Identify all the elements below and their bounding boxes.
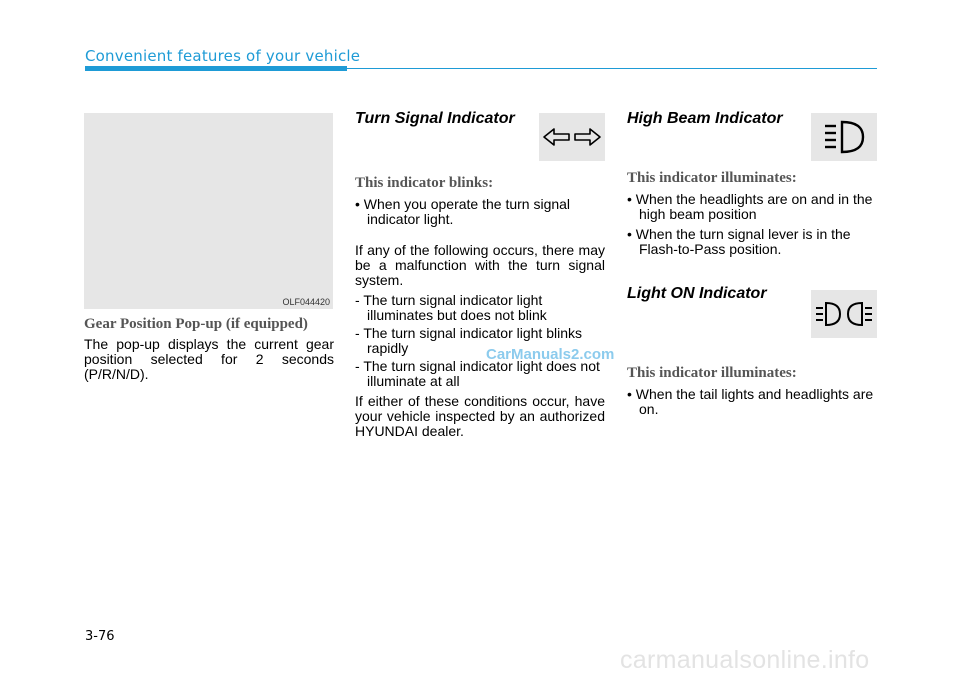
high-beam-icon-box xyxy=(811,113,877,161)
page-number: 3-76 xyxy=(85,629,115,644)
high-beam-icon xyxy=(819,117,869,157)
high-beam-subheading: This indicator illuminates: xyxy=(627,170,797,186)
high-beam-bullet-text: When the turn signal lever is in the Flash-to-Pass position. xyxy=(635,226,851,257)
turn-signal-outro: If either of these conditions occur, have your vehicle inspected by an authorized HYUNDAI dealer. xyxy=(355,393,605,439)
light-on-icon-box xyxy=(811,290,877,338)
high-beam-bullet: • When the turn signal lever is in the Flash-to-Pass position. xyxy=(627,226,851,257)
tail-light-icon xyxy=(813,299,875,329)
high-beam-section xyxy=(627,171,879,257)
turn-signal-icon-box xyxy=(539,113,605,161)
gear-popup-image-placeholder xyxy=(84,113,333,309)
dash-item: - The turn signal indicator light illuminates but does not blink xyxy=(355,292,547,323)
light-on-title: Light ON Indicator xyxy=(627,285,767,302)
high-beam-title: High Beam Indicator xyxy=(627,110,783,127)
dash-item-text: The turn signal indicator light does not illuminate at all xyxy=(363,358,600,389)
dash-item: - The turn signal indicator light does not illuminate at all xyxy=(355,358,600,389)
high-beam-bullet-text: When the headlights are on and in the high beam position xyxy=(635,191,873,222)
dash-item-text: The turn signal indicator light blinks rapidly xyxy=(363,325,582,356)
section-title: Convenient features of your vehicle xyxy=(85,47,361,65)
site-watermark: CarManuals2.com xyxy=(486,346,615,363)
high-beam-bullet: • When the headlights are on and in the high beam position xyxy=(627,191,873,222)
header-rule-thin xyxy=(347,68,877,69)
light-on-bullet: • When the tail lights and headlights are on. xyxy=(627,386,874,417)
light-on-bullet-text: When the tail lights and headlights are on. xyxy=(635,386,874,417)
turn-signal-subheading: This indicator blinks: xyxy=(355,175,494,191)
dash-item: - The turn signal indicator light blinks rapidly xyxy=(355,325,582,356)
turn-signal-title: Turn Signal Indicator xyxy=(355,110,515,127)
turn-signal-section xyxy=(355,176,605,439)
gear-popup-body: The pop-up displays the current gear position selected for 2 seconds (P/R/N/D). xyxy=(84,336,334,382)
header-rule-thick xyxy=(85,66,347,71)
turn-signal-bullet: • When you operate the turn signal indicator light. xyxy=(355,196,571,227)
light-on-subheading: This indicator illuminates: xyxy=(627,365,797,381)
light-on-section xyxy=(627,366,879,417)
gear-popup-heading: Gear Position Pop-up (if equipped) xyxy=(84,316,308,332)
turn-signal-arrows-icon xyxy=(542,125,602,149)
turn-signal-bullet-text: When you operate the turn signal indicator light. xyxy=(363,196,571,227)
gear-position-section xyxy=(84,317,334,382)
dash-item-text: The turn signal indicator light illuminates but does not blink xyxy=(363,292,547,323)
image-code: OLF044420 xyxy=(282,297,330,307)
footer-watermark: carmanualsonline.info xyxy=(620,646,870,674)
turn-signal-intro: If any of the following occurs, there may be a malfunction with the turn signal system. xyxy=(355,242,605,288)
